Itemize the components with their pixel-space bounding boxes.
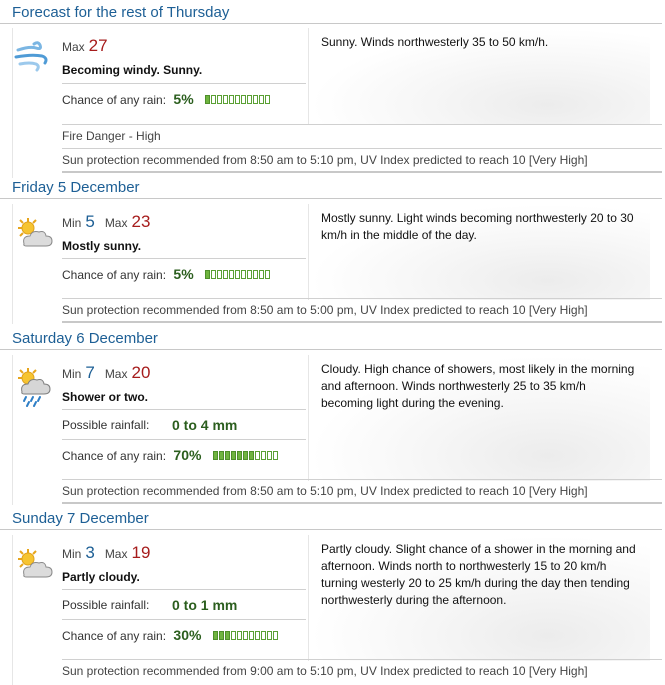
rainfall-value: 0 to 1 mm <box>172 597 238 613</box>
rain-chance-bar <box>213 621 279 651</box>
rain-chance-value: 70% <box>173 447 202 463</box>
rain-bar-segment <box>241 95 246 104</box>
rainfall-label: Possible rainfall: <box>62 598 150 612</box>
rain-chance-value: 5% <box>173 266 194 282</box>
max-temp: 27 <box>88 36 108 55</box>
rain-bar-segment <box>255 631 260 640</box>
rain-chance-row <box>62 439 306 470</box>
rain-bar-segment <box>259 95 264 104</box>
rain-bar-segment <box>261 451 266 460</box>
rain-bar-segment <box>265 270 270 279</box>
forecast-summary: Mostly sunny. <box>62 239 142 253</box>
mostly-sunny-icon <box>14 216 48 250</box>
rain-bar-segment <box>205 270 210 279</box>
rainfall-value: 0 to 4 mm <box>172 417 238 433</box>
forecast-description: Mostly sunny. Light winds becoming northwesterly 20 to 30 km/h in the middle of the day. <box>308 204 650 300</box>
rain-chance-label: Chance of any rain: <box>62 449 167 463</box>
rain-bar-segment <box>219 631 224 640</box>
rain-bar-segment <box>225 631 230 640</box>
max-temp: 19 <box>131 543 151 562</box>
shower-icon <box>14 367 48 401</box>
rain-bar-segment <box>229 95 234 104</box>
min-label: Min <box>62 367 82 381</box>
max-label: Max <box>104 216 128 230</box>
max-label: Max <box>62 40 85 54</box>
day-title: Saturday 6 December <box>0 328 662 350</box>
rain-bar-segment <box>243 451 248 460</box>
rain-chance-label: Chance of any rain: <box>62 629 167 643</box>
temperatures <box>62 363 150 385</box>
rain-chance-row <box>62 83 306 114</box>
rain-chance-value: 30% <box>173 627 202 643</box>
rain-chance-bar <box>205 85 271 115</box>
rain-bar-segment <box>247 95 252 104</box>
temperatures <box>62 543 150 565</box>
rain-bar-segment <box>231 451 236 460</box>
rain-bar-segment <box>273 451 278 460</box>
rain-bar-segment <box>273 631 278 640</box>
sun-protection: Sun protection recommended from 8:50 am to 5:10 pm, UV Index predicted to reach 10 [Very High] <box>62 479 662 504</box>
rain-bar-segment <box>211 95 216 104</box>
day-title: Forecast for the rest of Thursday <box>0 2 662 24</box>
min-label: Min <box>62 216 82 230</box>
max-label: Max <box>104 367 128 381</box>
rain-bar-segment <box>267 451 272 460</box>
day-title: Sunday 7 December <box>0 508 662 530</box>
forecast-summary: Becoming windy. Sunny. <box>62 63 203 77</box>
rain-bar-segment <box>213 631 218 640</box>
rainfall-label: Possible rainfall: <box>62 418 150 432</box>
rain-chance-value: 5% <box>173 91 194 107</box>
sun-protection: Sun protection recommended from 9:00 am to 5:10 pm, UV Index predicted to reach 10 [Very High] <box>62 659 662 682</box>
rain-bar-segment <box>259 270 264 279</box>
rain-bar-segment <box>253 270 258 279</box>
rain-bar-segment <box>255 451 260 460</box>
rainfall-row <box>62 589 306 620</box>
rain-bar-segment <box>225 451 230 460</box>
windy-icon <box>14 38 48 72</box>
sun-protection: Sun protection recommended from 8:50 am to 5:00 pm, UV Index predicted to reach 10 [Very High] <box>62 298 662 323</box>
forecast-description: Cloudy. High chance of showers, most likely in the morning and afternoon. Winds northwesterly 25 to 35 km/h becoming light during the evening. <box>308 355 650 481</box>
min-temp: 3 <box>85 543 95 562</box>
rain-bar-segment <box>231 631 236 640</box>
max-temp: 23 <box>131 212 151 231</box>
rain-bar-segment <box>243 631 248 640</box>
temperatures <box>62 212 150 234</box>
max-label: Max <box>104 547 128 561</box>
forecast-summary: Partly cloudy. <box>62 570 140 584</box>
min-temp: 7 <box>85 363 95 382</box>
rain-bar-segment <box>249 631 254 640</box>
min-label: Min <box>62 547 82 561</box>
rain-chance-bar <box>213 441 279 471</box>
min-temp: 5 <box>85 212 95 231</box>
forecast-description: Sunny. Winds northwesterly 35 to 50 km/h. <box>308 28 650 124</box>
rain-bar-segment <box>217 95 222 104</box>
rain-bar-segment <box>253 95 258 104</box>
temperatures <box>62 36 108 58</box>
rain-bar-segment <box>235 270 240 279</box>
rain-chance-row <box>62 258 306 289</box>
rain-chance-label: Chance of any rain: <box>62 268 167 282</box>
rain-bar-segment <box>237 631 242 640</box>
rain-bar-segment <box>205 95 210 104</box>
rainfall-row <box>62 409 306 440</box>
forecast-summary: Shower or two. <box>62 390 149 404</box>
rain-bar-segment <box>249 451 254 460</box>
rain-bar-segment <box>241 270 246 279</box>
rain-chance-row <box>62 619 306 650</box>
fire-danger: Fire Danger - High <box>62 124 662 147</box>
rain-chance-bar <box>205 260 271 290</box>
rain-bar-segment <box>247 270 252 279</box>
rain-bar-segment <box>217 270 222 279</box>
rain-bar-segment <box>213 451 218 460</box>
rain-bar-segment <box>229 270 234 279</box>
rain-bar-segment <box>265 95 270 104</box>
rain-bar-segment <box>223 95 228 104</box>
partly-cloudy-icon <box>14 547 48 581</box>
rain-bar-segment <box>211 270 216 279</box>
sun-protection: Sun protection recommended from 8:50 am to 5:10 pm, UV Index predicted to reach 10 [Very High] <box>62 148 662 173</box>
max-temp: 20 <box>131 363 151 382</box>
rain-bar-segment <box>261 631 266 640</box>
rain-bar-segment <box>219 451 224 460</box>
day-title: Friday 5 December <box>0 177 662 199</box>
rain-bar-segment <box>267 631 272 640</box>
rain-bar-segment <box>235 95 240 104</box>
rain-chance-label: Chance of any rain: <box>62 93 167 107</box>
rain-bar-segment <box>223 270 228 279</box>
forecast-description: Partly cloudy. Slight chance of a shower in the morning and afternoon. Winds north to northwesterly 15 to 20 km/h turning westerly 20 to 25 km/h during the day then tending northwesterly during the afternoon. <box>308 535 650 661</box>
rain-bar-segment <box>237 451 242 460</box>
